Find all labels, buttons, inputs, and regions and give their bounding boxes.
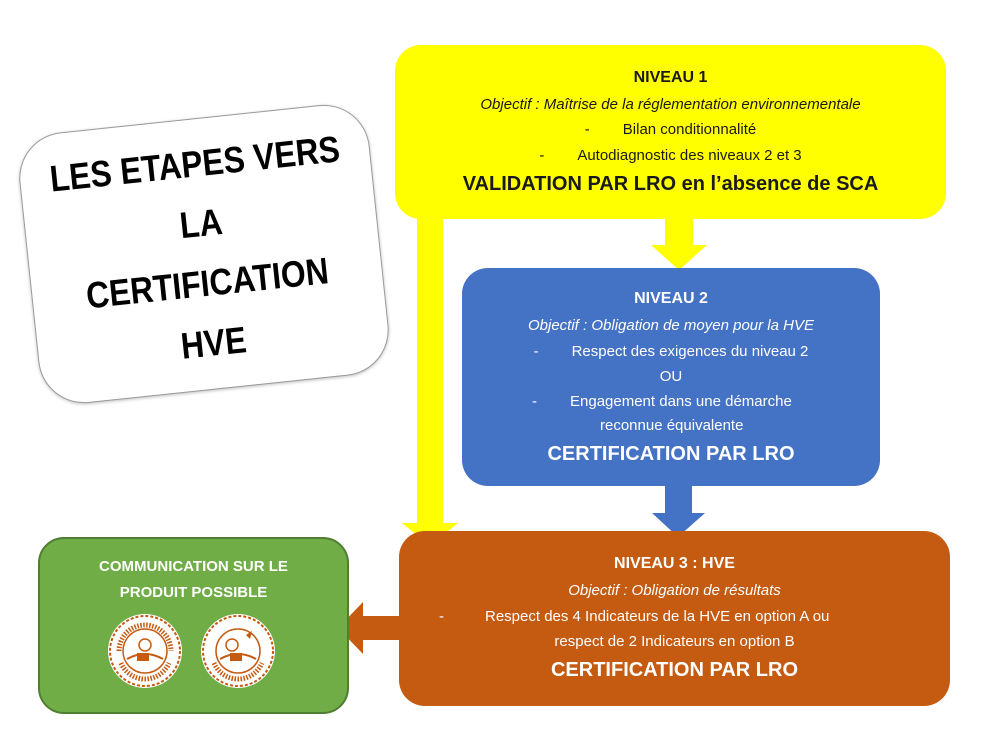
- bullet-dash: -: [532, 393, 537, 410]
- niveau-3-item-1: [439, 608, 829, 625]
- niveau-3-objective: Objectif : Obligation de résultats: [568, 582, 781, 599]
- niveau-2-objective: Objectif : Obligation de moyen pour la HVE: [528, 317, 814, 334]
- niveau-3-item-1-cont: respect de 2 Indicateurs en option B: [554, 633, 795, 650]
- bullet-dash: -: [439, 608, 444, 625]
- arrow-n1-to-n3: [400, 210, 470, 550]
- title-text: [47, 119, 362, 388]
- bullet-dash: -: [584, 121, 590, 138]
- title-line-2: LA: [177, 201, 225, 247]
- title-line-4: HVE: [178, 319, 249, 367]
- communication-line-1: COMMUNICATION SUR LE: [99, 558, 288, 575]
- title-line-1: LES ETAPES VERS: [47, 128, 342, 200]
- niveau-3-item-1-text: Respect des 4 Indicateurs de la HVE en option A ou: [485, 608, 830, 625]
- niveau-2-title: NIVEAU 2: [634, 290, 708, 307]
- niveau-1-title: NIVEAU 1: [633, 69, 708, 86]
- niveau-2-or: OU: [659, 368, 683, 385]
- niveau-1-box: [395, 45, 946, 219]
- bullet-dash: -: [533, 343, 539, 360]
- niveau-2-item-2-text: Engagement dans une démarche: [570, 393, 792, 410]
- niveau-1-item-1-text: Bilan conditionnalité: [622, 121, 757, 138]
- niveau-2-certification: CERTIFICATION PAR LRO: [547, 443, 795, 465]
- niveau-3-box: [399, 531, 950, 706]
- niveau-2-item-2: [532, 393, 792, 410]
- niveau-1-item-2-text: Autodiagnostic des niveaux 2 et 3: [577, 147, 802, 164]
- niveau-1-validation: VALIDATION PAR LRO en l’absence de SCA: [462, 173, 879, 195]
- niveau-2-item-1-text: Respect des exigences du niveau 2: [571, 343, 809, 360]
- communication-line-2: PRODUIT POSSIBLE: [119, 584, 268, 601]
- niveau-2-box: [462, 268, 880, 486]
- niveau-1-objective: Objectif : Maîtrise de la réglementation environnementale: [480, 96, 861, 113]
- niveau-1-item-1: [395, 121, 946, 138]
- title-card: [15, 100, 394, 407]
- bullet-dash: -: [539, 147, 545, 164]
- niveau-1-item-2: [395, 147, 946, 164]
- niveau-3-certification: CERTIFICATION PAR LRO: [550, 659, 799, 681]
- niveau-2-item-1: [462, 343, 880, 360]
- communication-box: [38, 537, 349, 714]
- niveau-2-item-2-cont: reconnue équivalente: [600, 417, 744, 434]
- niveau-3-title: NIVEAU 3 : HVE: [614, 555, 735, 572]
- arrow-n1-to-n2: [652, 212, 712, 274]
- title-line-3: CERTIFICATION: [83, 250, 331, 317]
- hve-label-icon: [107, 613, 183, 689]
- hve-label-icon: [200, 613, 276, 689]
